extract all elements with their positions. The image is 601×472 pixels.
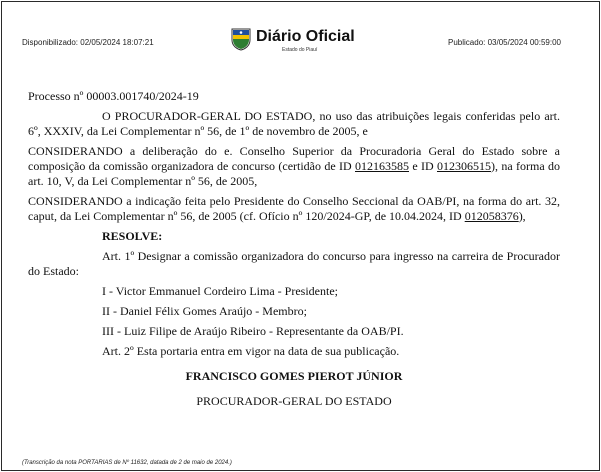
- transcription-footnote: (Transcrição da nota PORTARIAS de Nº 11632, datada de 2 de maio de 2024.): [22, 460, 232, 466]
- document-page: [1, 1, 600, 471]
- document-id-link-3[interactable]: 012058376: [464, 209, 519, 223]
- paragraph-preamble: O PROCURADOR-GERAL DO ESTADO, no uso das atribuições legais conferidas pelo art. 6º, XXXIV, da Lei Complementar nº 56, de 1º de novembro de 2005, e: [28, 109, 560, 138]
- diario-oficial-logo: [230, 27, 360, 55]
- document-id-link-2[interactable]: 012306515: [437, 159, 491, 173]
- signer-role: PROCURADOR-GERAL DO ESTADO: [196, 394, 392, 408]
- logo-subtitle: Estado do Piauí: [282, 47, 318, 53]
- member-item-3: III - Luiz Filipe de Araújo Ribeiro - Representante da OAB/PI.: [102, 324, 404, 338]
- member-item-2: II - Daniel Félix Gomes Araújo - Membro;: [102, 304, 307, 318]
- considerando-2-text-a: CONSIDERANDO a indicação feita pelo Presidente do Conselho Seccional da OAB/PI, na forma do art. 32, caput, da Lei Complementar nº 56, de 2005 (cf. Ofício nº 120/2024-GP, de 10.04.2024, ID: [28, 194, 560, 223]
- disponibilizado-date: Disponibilizado: 02/05/2024 18:07:21: [22, 38, 154, 47]
- signer-name: FRANCISCO GOMES PIEROT JÚNIOR: [185, 369, 403, 383]
- piaui-coat-of-arms-icon: [230, 27, 252, 51]
- considerando-1-text-a: CONSIDERANDO a deliberação do e. Conselho Superior da Procuradoria Geral do Estado sobre a composição da comissão organizadora de concurso (certidão de ID: [28, 144, 560, 173]
- resolve-heading: RESOLVE:: [102, 229, 163, 243]
- considerando-2-text-c: ),: [518, 209, 526, 223]
- paragraph-considerando-2: [28, 194, 560, 224]
- document-id-link-1[interactable]: 012163585: [355, 159, 409, 173]
- article-2: Art. 2º Esta portaria entra em vigor na data de sua publicação.: [102, 344, 400, 358]
- considerando-1-text-c: ), na forma do art. 10, V, da Lei Complementar nº 56, de 2005,: [28, 159, 560, 188]
- publicado-date: Publicado: 03/05/2024 00:59:00: [448, 38, 561, 47]
- logo-title: Diário Oficial: [256, 28, 355, 45]
- processo-number: Processo nº 00003.001740/2024-19: [28, 89, 199, 103]
- considerando-1-text-b: e ID: [409, 159, 437, 173]
- article-1: Art. 1º Designar a comissão organizadora do concurso para ingresso na carreira de Procurador do Estado:: [28, 249, 560, 278]
- document-body: [28, 89, 560, 409]
- paragraph-considerando-1: [28, 144, 560, 189]
- member-item-1: I - Victor Emmanuel Cordeiro Lima - Presidente;: [102, 284, 338, 298]
